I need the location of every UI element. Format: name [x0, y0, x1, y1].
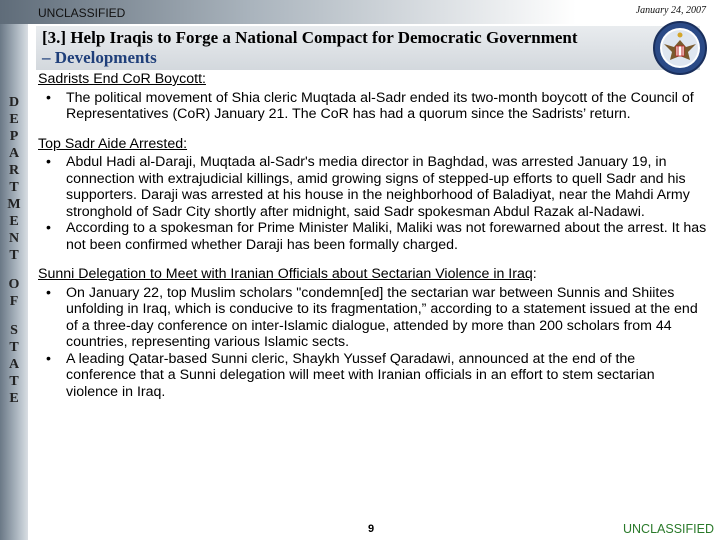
sidebar-letter [0, 264, 28, 276]
section-heading-line [38, 71, 708, 88]
slide-body [38, 71, 708, 413]
section [38, 266, 708, 400]
sidebar-letter: E [9, 391, 19, 406]
page-number: 9 [368, 523, 375, 535]
section-heading: Sunni Delegation to Meet with Iranian Officials about Sectarian Violence in Iraq [38, 266, 533, 282]
sidebar-letter: T [9, 180, 19, 195]
sidebar-letter: P [9, 129, 19, 144]
sidebar-letter: E [9, 214, 19, 229]
sidebar-letter: T [9, 248, 19, 263]
bullet-item: • According to a spokesman for Prime Minister Maliki, Maliki was not forewarned about the arrest. It has not been confirmed whether Daraji has been formally charged. [42, 220, 708, 253]
sidebar-letter: R [8, 163, 20, 178]
bullet-item: • On January 22, top Muslim scholars "condemn[ed] the sectarian war between Sunnis and Shiites unfolding in Iraq, which is conducive to its fragmentation,” according to a statement issued at the end of a three-day conference on inter-Islamic dialogue, attended by more than 200 scholars from 44 countries, representing various Islamic sects. [42, 285, 708, 351]
section-heading: Top Sadr Aide Arrested: [38, 135, 188, 152]
slide-title [42, 28, 682, 68]
header-date: January 24, 2007 [635, 5, 706, 16]
sidebar-letter: O [8, 277, 20, 292]
bullet-list [38, 285, 708, 401]
sidebar-letter: M [7, 197, 21, 212]
state-department-seal-icon [652, 20, 708, 76]
bullet-item: • A leading Qatar-based Sunni cleric, Shaykh Yussef Qaradawi, announced at the end of the conference that a Sunni delegation will meet with Iranian officials in an effort to stem sectarian violence in Iraq. [42, 351, 708, 401]
department-of-state-vertical-text [0, 94, 28, 407]
sidebar-letter [0, 310, 28, 322]
sidebar-letter: E [9, 112, 19, 127]
bullet-item: • Abdul Hadi al-Daraji, Muqtada al-Sadr's media director in Baghdad, was arrested January 19, in connection with extrajudicial killings, amid growing signs of stepped-up efforts to quell Sadr and his supporters. Daraji was arrested at his house in the neighborhood of Baladiyat, near the Mahdi Army stronghold of Sadr City shortly after midnight, said Sadr spokesman Abdul Razak al-Nadawi. [42, 154, 708, 220]
sidebar-letter: F [9, 294, 19, 309]
header-classification: UNCLASSIFIED [38, 6, 126, 20]
section-heading-line [38, 136, 708, 153]
sidebar-letter: A [8, 146, 20, 161]
sidebar-letter: A [8, 357, 20, 372]
sidebar-letter: T [9, 374, 19, 389]
section [38, 136, 708, 254]
section-heading: Sadrists End CoR Boycott: [38, 71, 206, 87]
bullet-item: • The political movement of Shia cleric Muqtada al-Sadr ended its two-month boycott of the Council of Representatives (CoR) January 21. The CoR has had a quorum since the Sadrists’ return. [42, 90, 708, 123]
slide-title-main: [3.] Help Iraqis to Forge a National Compact for Democratic Government [42, 28, 578, 47]
sidebar-letter: N [8, 231, 20, 246]
sidebar-letter: S [10, 323, 18, 338]
section-heading-line [38, 266, 708, 283]
sidebar-letter: T [9, 340, 19, 355]
footer-classification: UNCLASSIFIED [623, 522, 714, 536]
bullet-list [38, 90, 708, 123]
section-heading-suffix: : [532, 266, 537, 282]
section [38, 71, 708, 123]
bullet-list [38, 154, 708, 253]
slide-title-sub: – Developments [42, 48, 157, 67]
sidebar-letter: D [8, 95, 20, 110]
